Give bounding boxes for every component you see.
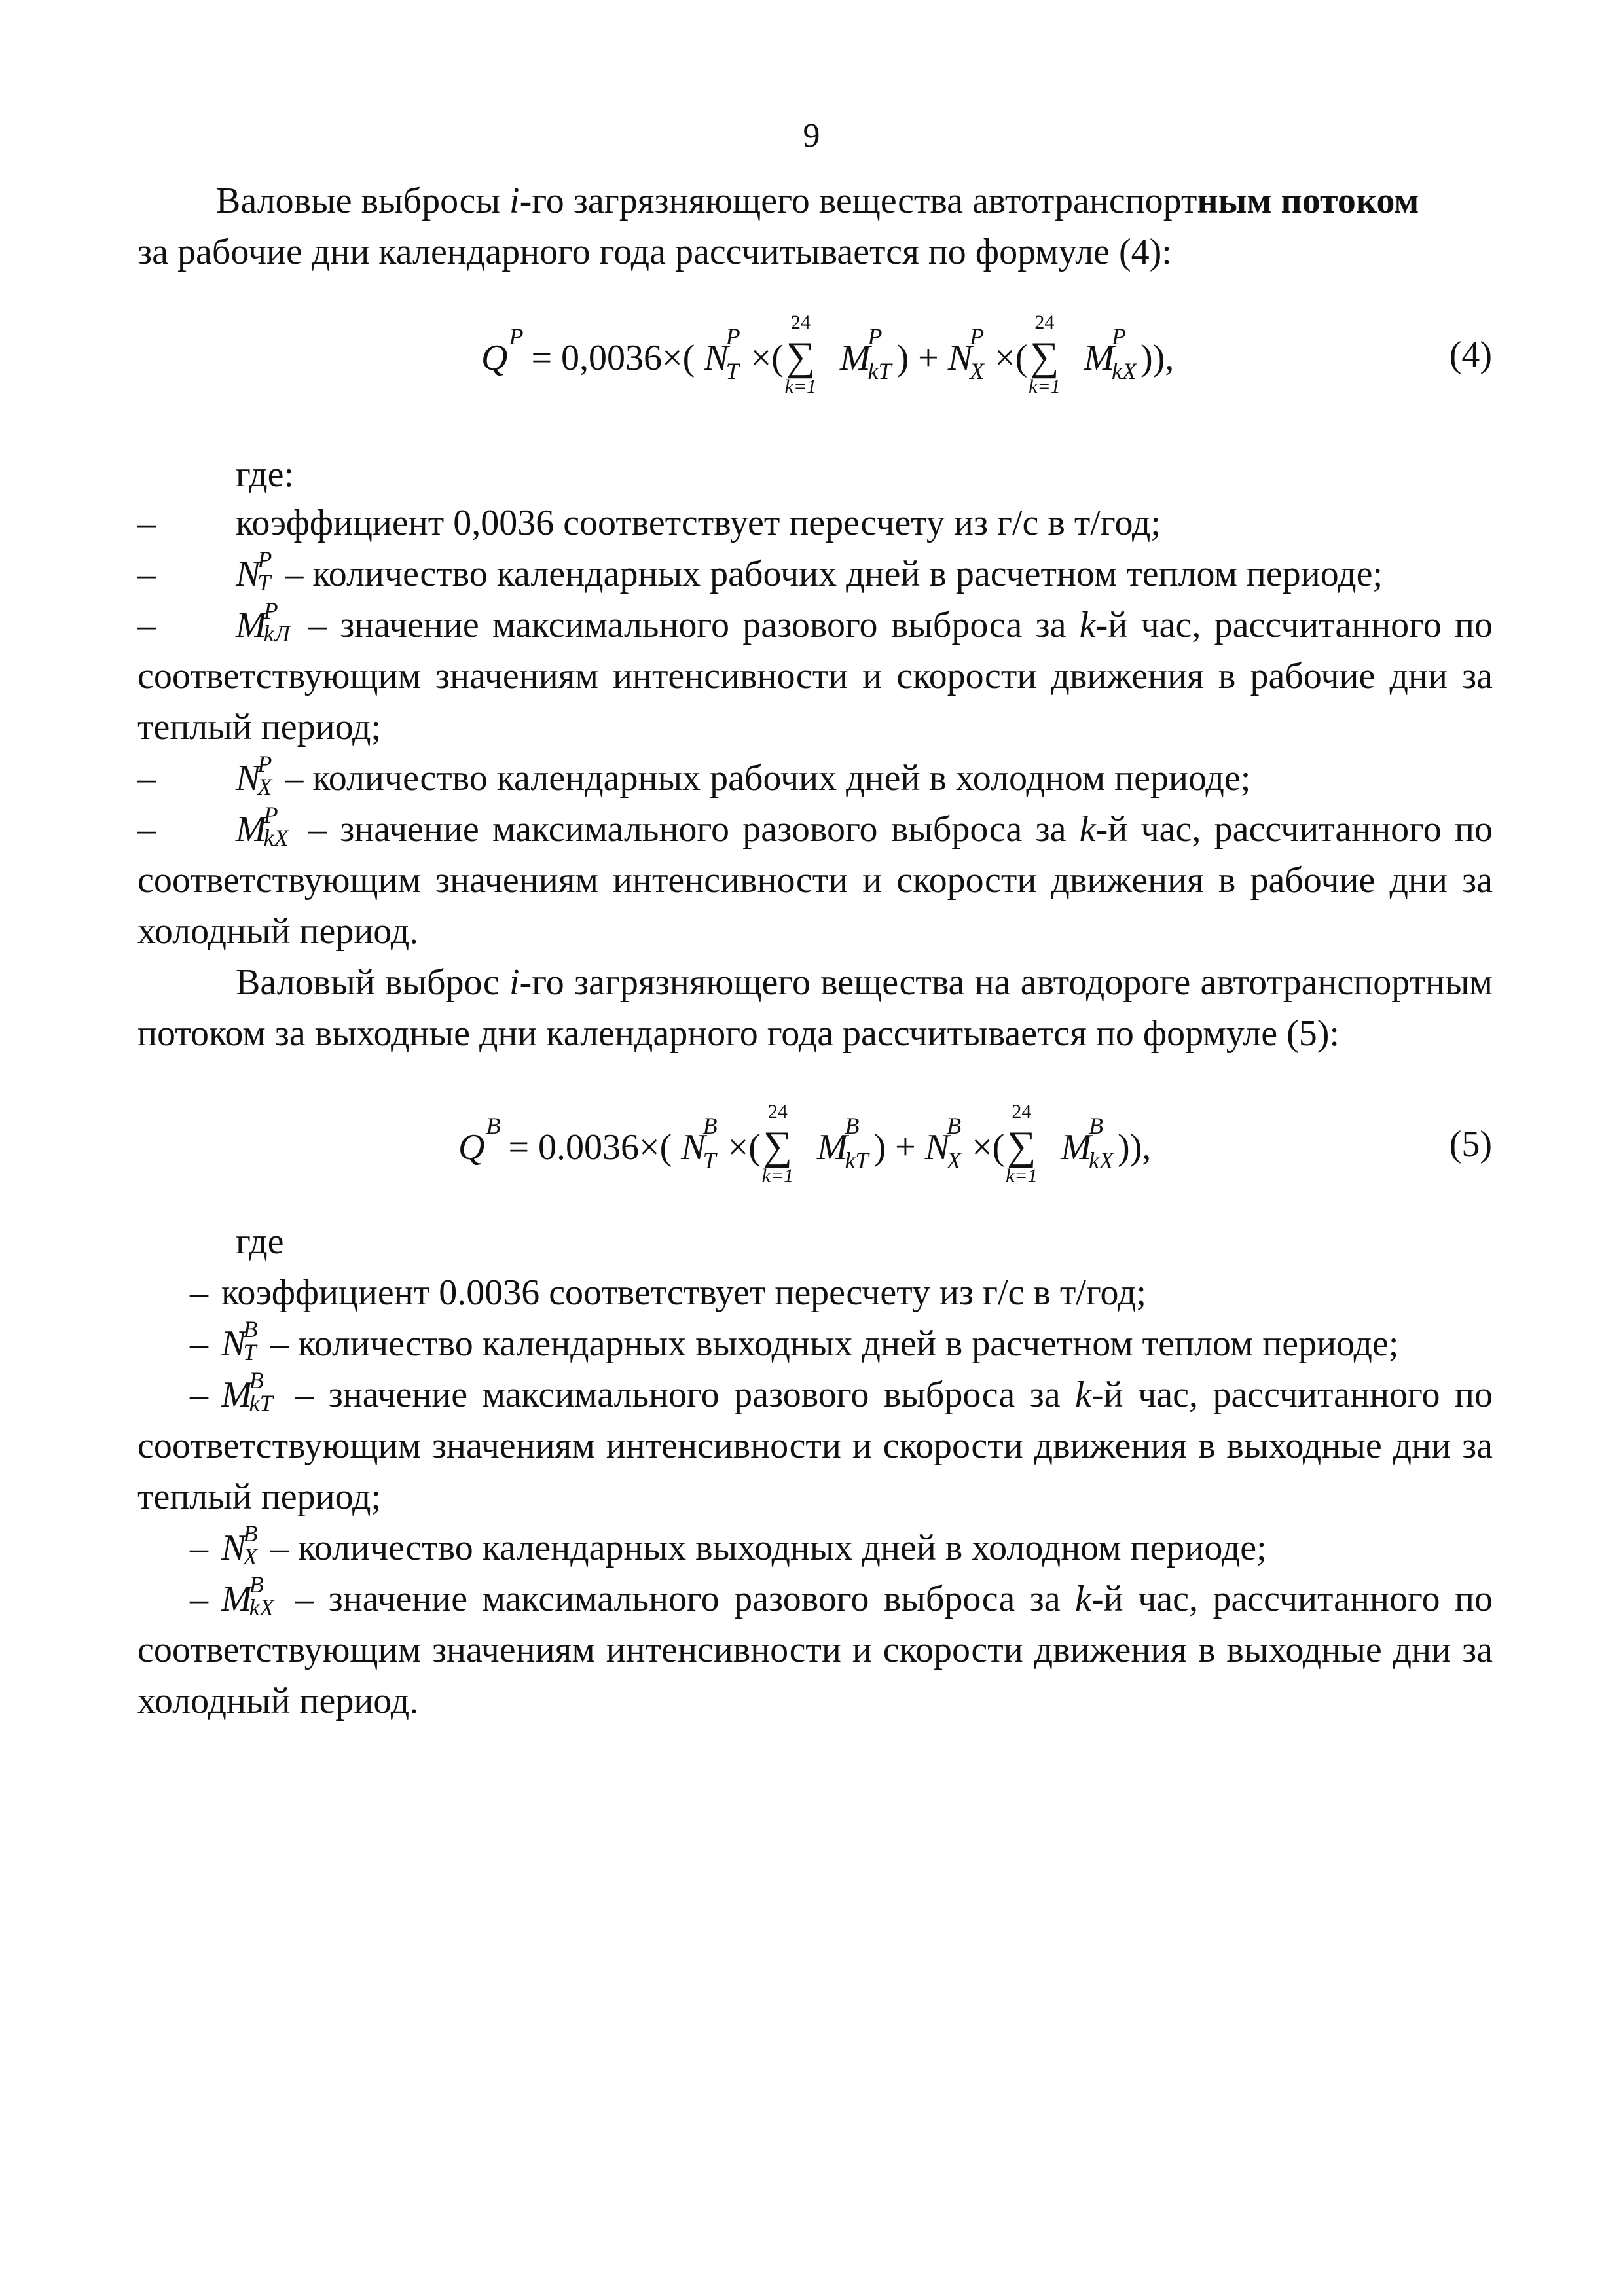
list2-item-0: – коэффициент 0.0036 соответствует пересчету из г/с в т/год; (190, 1272, 1146, 1313)
f5-sum-2: 24 ∑ k=1 (1006, 1101, 1038, 1187)
formula-4 (0, 308, 1623, 412)
f5-sum-1: 24 ∑ k=1 (761, 1101, 794, 1187)
intro1-text-a: Валовые выбросы (216, 181, 509, 221)
f4-q: Q (481, 338, 508, 378)
list1-item-3: – N P X – количество календарных рабочих дней в холодном периоде; (137, 751, 1251, 800)
intro1-i: i (509, 181, 520, 221)
intro-paragraph-2: Валовый выброс i-го загрязняющего вещества на автодороге автотранспортным потоком за выходные дни календарного года рассчитывается по формуле (5): (137, 962, 1493, 1054)
f4-sum-2: 24 ∑ k=1 (1029, 312, 1061, 397)
formula-5-number: (5) (1449, 1124, 1492, 1164)
where-2: где (236, 1221, 284, 1262)
list2-item-2: – M B kТ – значение максимального разового выброса за k-й час, рассчитанного по соответствующим значениям интенсивности и скорости движения в выходные дни за теплый период; (137, 1367, 1493, 1517)
formula-4-number: (4) (1449, 334, 1492, 375)
intro1-text-b: -го загрязняющего вещества автотранспорт (519, 181, 1197, 221)
list1-item-0: – коэффициент 0,0036 соответствует пересчету из г/с в т/год; (137, 503, 1161, 543)
page-number: 9 (803, 117, 820, 154)
list1-item-4: – M P kХ – значение максимального разового выброса за k-й час, рассчитанного по соответствующим значениям интенсивности и скорости движения в рабочие дни за холодный период. (137, 802, 1493, 952)
intro-paragraph-1-line-2: за рабочие дни календарного года рассчитывается по формуле (4): (137, 232, 1172, 272)
list1-item-2: – M P kЛ – значение максимального разового выброса за k-й час, рассчитанного по соответствующим значениям интенсивности и скорости движения в рабочие дни за теплый период; (137, 598, 1493, 747)
list1-item-1: – N P T – количество календарных рабочих дней в расчетном теплом периоде; (137, 547, 1383, 596)
list2-item-3: – N B X – количество календарных выходных дней в холодном периоде; (190, 1520, 1267, 1570)
f4-coef: = 0,0036×( (522, 338, 704, 378)
formula-5 (0, 1097, 1623, 1202)
formula-4-body: Q P = 0,0036×( N P T ×( 24 ∑ k=1 M P kТ ) + N P X ×( 24 ∑ k=1 M P kХ )), (481, 312, 1175, 397)
intro1-text-bold: ным потоком (1197, 181, 1419, 221)
where-1: где: (236, 454, 295, 495)
formula-5-body: Q B = 0.0036×( N B T ×( 24 ∑ k=1 M B kТ ) + N B X ×( 24 ∑ k=1 M B kХ )), (458, 1101, 1152, 1187)
f4-sum-1: 24 ∑ k=1 (784, 312, 817, 397)
list2-item-1: – N B T – количество календарных выходных дней в расчетном теплом периоде; (190, 1316, 1399, 1365)
intro-paragraph-1 (137, 175, 1493, 226)
list2-item-4: – M B kХ – значение максимального разового выброса за k-й час, рассчитанного по соответствующим значениям интенсивности и скорости движения в выходные дни за холодный период. (137, 1571, 1493, 1721)
